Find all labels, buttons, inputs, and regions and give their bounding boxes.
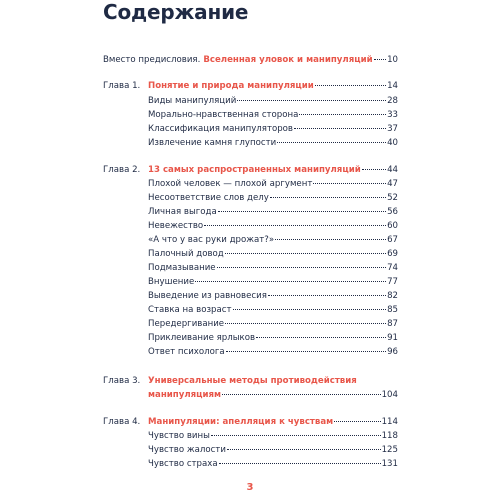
- toc-row[interactable]: [0, 136, 500, 150]
- dot-leader: [225, 323, 386, 324]
- page-number: 104: [381, 390, 398, 400]
- toc-row[interactable]: [0, 331, 500, 345]
- dot-leader: [270, 197, 386, 198]
- page-number: 91: [387, 333, 398, 343]
- toc-row[interactable]: [0, 429, 500, 443]
- dot-leader: [275, 239, 386, 240]
- page-number: 125: [381, 445, 398, 455]
- section-title[interactable]: Внушение: [148, 277, 195, 287]
- chapter-label: Глава 2.: [103, 165, 141, 175]
- section-title[interactable]: Чувство страха: [148, 459, 218, 469]
- toc-entry[interactable]: [148, 177, 398, 191]
- dot-leader: [222, 394, 381, 395]
- section-title[interactable]: Чувство вины: [148, 431, 210, 441]
- toc-row[interactable]: [0, 345, 500, 359]
- toc-entry[interactable]: [148, 79, 398, 93]
- page-number: 67: [387, 235, 398, 245]
- toc-entry[interactable]: [148, 457, 398, 471]
- dot-leader: [374, 59, 386, 60]
- section-title[interactable]: Плохой человек — плохой аргумент: [148, 179, 313, 189]
- section-title[interactable]: Передергивание: [148, 319, 225, 329]
- section-title[interactable]: Палочный довод: [148, 249, 224, 259]
- dot-leader: [195, 281, 386, 282]
- page-number: 28: [387, 96, 398, 106]
- section-title[interactable]: Виды манипуляций: [148, 96, 237, 106]
- dot-leader: [225, 253, 386, 254]
- section-title[interactable]: Классификация манипуляторов: [148, 124, 293, 134]
- page-number: 44: [387, 165, 398, 175]
- chapter-title[interactable]: Понятие и природа манипуляции: [148, 81, 314, 91]
- page-number: 47: [387, 179, 398, 189]
- toc-entry[interactable]: [148, 205, 398, 219]
- section-title[interactable]: «А что у вас руки дрожат?»: [148, 235, 275, 245]
- toc-row[interactable]: [0, 303, 500, 317]
- toc-entry[interactable]: [148, 191, 398, 205]
- toc-row[interactable]: [0, 457, 500, 471]
- chapter-label: Глава 1.: [103, 81, 141, 91]
- toc-entry[interactable]: [148, 94, 398, 108]
- toc-entry[interactable]: [148, 429, 398, 443]
- page-number: 77: [387, 277, 398, 287]
- toc-row-chapter-1[interactable]: [0, 79, 500, 93]
- toc-entry[interactable]: [148, 345, 398, 359]
- page-number: 14: [387, 81, 398, 91]
- dot-leader: [204, 225, 386, 226]
- dot-leader: [217, 267, 386, 268]
- toc-row[interactable]: [0, 108, 500, 122]
- dot-leader: [299, 114, 386, 115]
- page-number: 69: [387, 249, 398, 259]
- toc-entry[interactable]: [148, 108, 398, 122]
- section-title[interactable]: Выведение из равновесия: [148, 291, 267, 301]
- page-number: 56: [387, 207, 398, 217]
- page-number: 118: [381, 431, 398, 441]
- dot-leader: [226, 351, 386, 352]
- toc-entry[interactable]: [148, 122, 398, 136]
- page-number: 87: [387, 319, 398, 329]
- page-number: 52: [387, 193, 398, 203]
- toc-entry[interactable]: [148, 163, 398, 177]
- toc-entry[interactable]: [148, 443, 398, 457]
- toc-row[interactable]: [0, 191, 500, 205]
- toc-entry[interactable]: [148, 331, 398, 345]
- section-title[interactable]: Личная выгода: [148, 207, 217, 217]
- toc-entry[interactable]: [148, 388, 398, 402]
- toc-row[interactable]: [0, 205, 500, 219]
- toc-entry[interactable]: [148, 303, 398, 317]
- page-footer-number: 3: [246, 482, 254, 493]
- chapter-label: Глава 4.: [103, 417, 141, 427]
- toc-row[interactable]: [0, 289, 500, 303]
- toc-row-chapter-3[interactable]: [0, 374, 500, 388]
- toc-row[interactable]: [0, 233, 500, 247]
- toc-row[interactable]: [0, 247, 500, 261]
- dot-leader: [233, 309, 387, 310]
- preface-prefix: Вместо предисловия.: [103, 55, 201, 65]
- toc-row-preface[interactable]: [0, 53, 500, 67]
- toc-entry[interactable]: [148, 415, 398, 429]
- toc-row[interactable]: [0, 443, 500, 457]
- page-number: 33: [387, 110, 398, 120]
- dot-leader: [219, 463, 381, 464]
- toc-entry[interactable]: [148, 219, 398, 233]
- page-number: 40: [387, 138, 398, 148]
- section-title[interactable]: Ответ психолога: [148, 347, 225, 357]
- section-title[interactable]: Приклеивание ярлыков: [148, 333, 256, 343]
- page-number: 10: [387, 55, 398, 65]
- dot-leader: [313, 183, 386, 184]
- toc-entry[interactable]: [148, 136, 398, 150]
- chapter-title-line-2[interactable]: манипуляциям: [148, 390, 222, 400]
- chapter-label: Глава 3.: [103, 376, 141, 386]
- toc-row-chapter-4[interactable]: [0, 415, 500, 429]
- dot-leader: [268, 295, 386, 296]
- page-number: 74: [387, 263, 398, 273]
- toc-row[interactable]: [0, 388, 500, 402]
- page-number: 82: [387, 291, 398, 301]
- dot-leader: [227, 449, 381, 450]
- dot-leader: [362, 169, 386, 170]
- preface-title[interactable]: Вселенная уловок и манипуляций: [203, 55, 373, 65]
- toc-entry[interactable]: [148, 261, 398, 275]
- section-title[interactable]: Невежество: [148, 221, 204, 231]
- section-title[interactable]: Подмазывание: [148, 263, 216, 273]
- toc-row[interactable]: [0, 177, 500, 191]
- dot-leader: [237, 100, 386, 101]
- dot-leader: [256, 337, 386, 338]
- toc-row[interactable]: [0, 317, 500, 331]
- toc-entry[interactable]: [148, 289, 398, 303]
- toc-row[interactable]: [0, 275, 500, 289]
- dot-leader: [294, 128, 386, 129]
- toc-row-chapter-2[interactable]: [0, 163, 500, 177]
- section-title[interactable]: Ставка на возраст: [148, 305, 232, 315]
- dot-leader: [211, 435, 381, 436]
- chapter-title[interactable]: 13 самых распространенных манипуляций: [148, 165, 361, 175]
- toc-entry[interactable]: [148, 317, 398, 331]
- dot-leader: [277, 142, 386, 143]
- dot-leader: [334, 421, 380, 422]
- toc-row[interactable]: [0, 261, 500, 275]
- page-number: 114: [381, 417, 398, 427]
- section-title[interactable]: Извлечение камня глупости: [148, 138, 277, 148]
- toc-entry[interactable]: [148, 247, 398, 261]
- page-number: 85: [387, 305, 398, 315]
- toc-entry[interactable]: [148, 275, 398, 289]
- page-number: 60: [387, 221, 398, 231]
- toc-entry[interactable]: [103, 53, 398, 67]
- section-title[interactable]: Морально-нравственная сторона: [148, 110, 299, 120]
- section-title[interactable]: Несоответствие слов делу: [148, 193, 269, 203]
- dot-leader: [218, 211, 386, 212]
- toc-row[interactable]: [0, 219, 500, 233]
- section-title[interactable]: Чувство жалости: [148, 445, 226, 455]
- chapter-title-line-1[interactable]: Универсальные методы противодействия: [148, 376, 357, 386]
- chapter-title[interactable]: Манипуляции: апелляция к чувствам: [148, 417, 334, 427]
- toc-row[interactable]: [0, 122, 500, 136]
- dot-leader: [315, 85, 386, 86]
- page-number: 96: [387, 347, 398, 357]
- toc-entry[interactable]: [148, 233, 398, 247]
- page-number: 37: [387, 124, 398, 134]
- toc-row[interactable]: [0, 94, 500, 108]
- page-title: Содержание: [103, 0, 249, 24]
- page-number: 131: [381, 459, 398, 469]
